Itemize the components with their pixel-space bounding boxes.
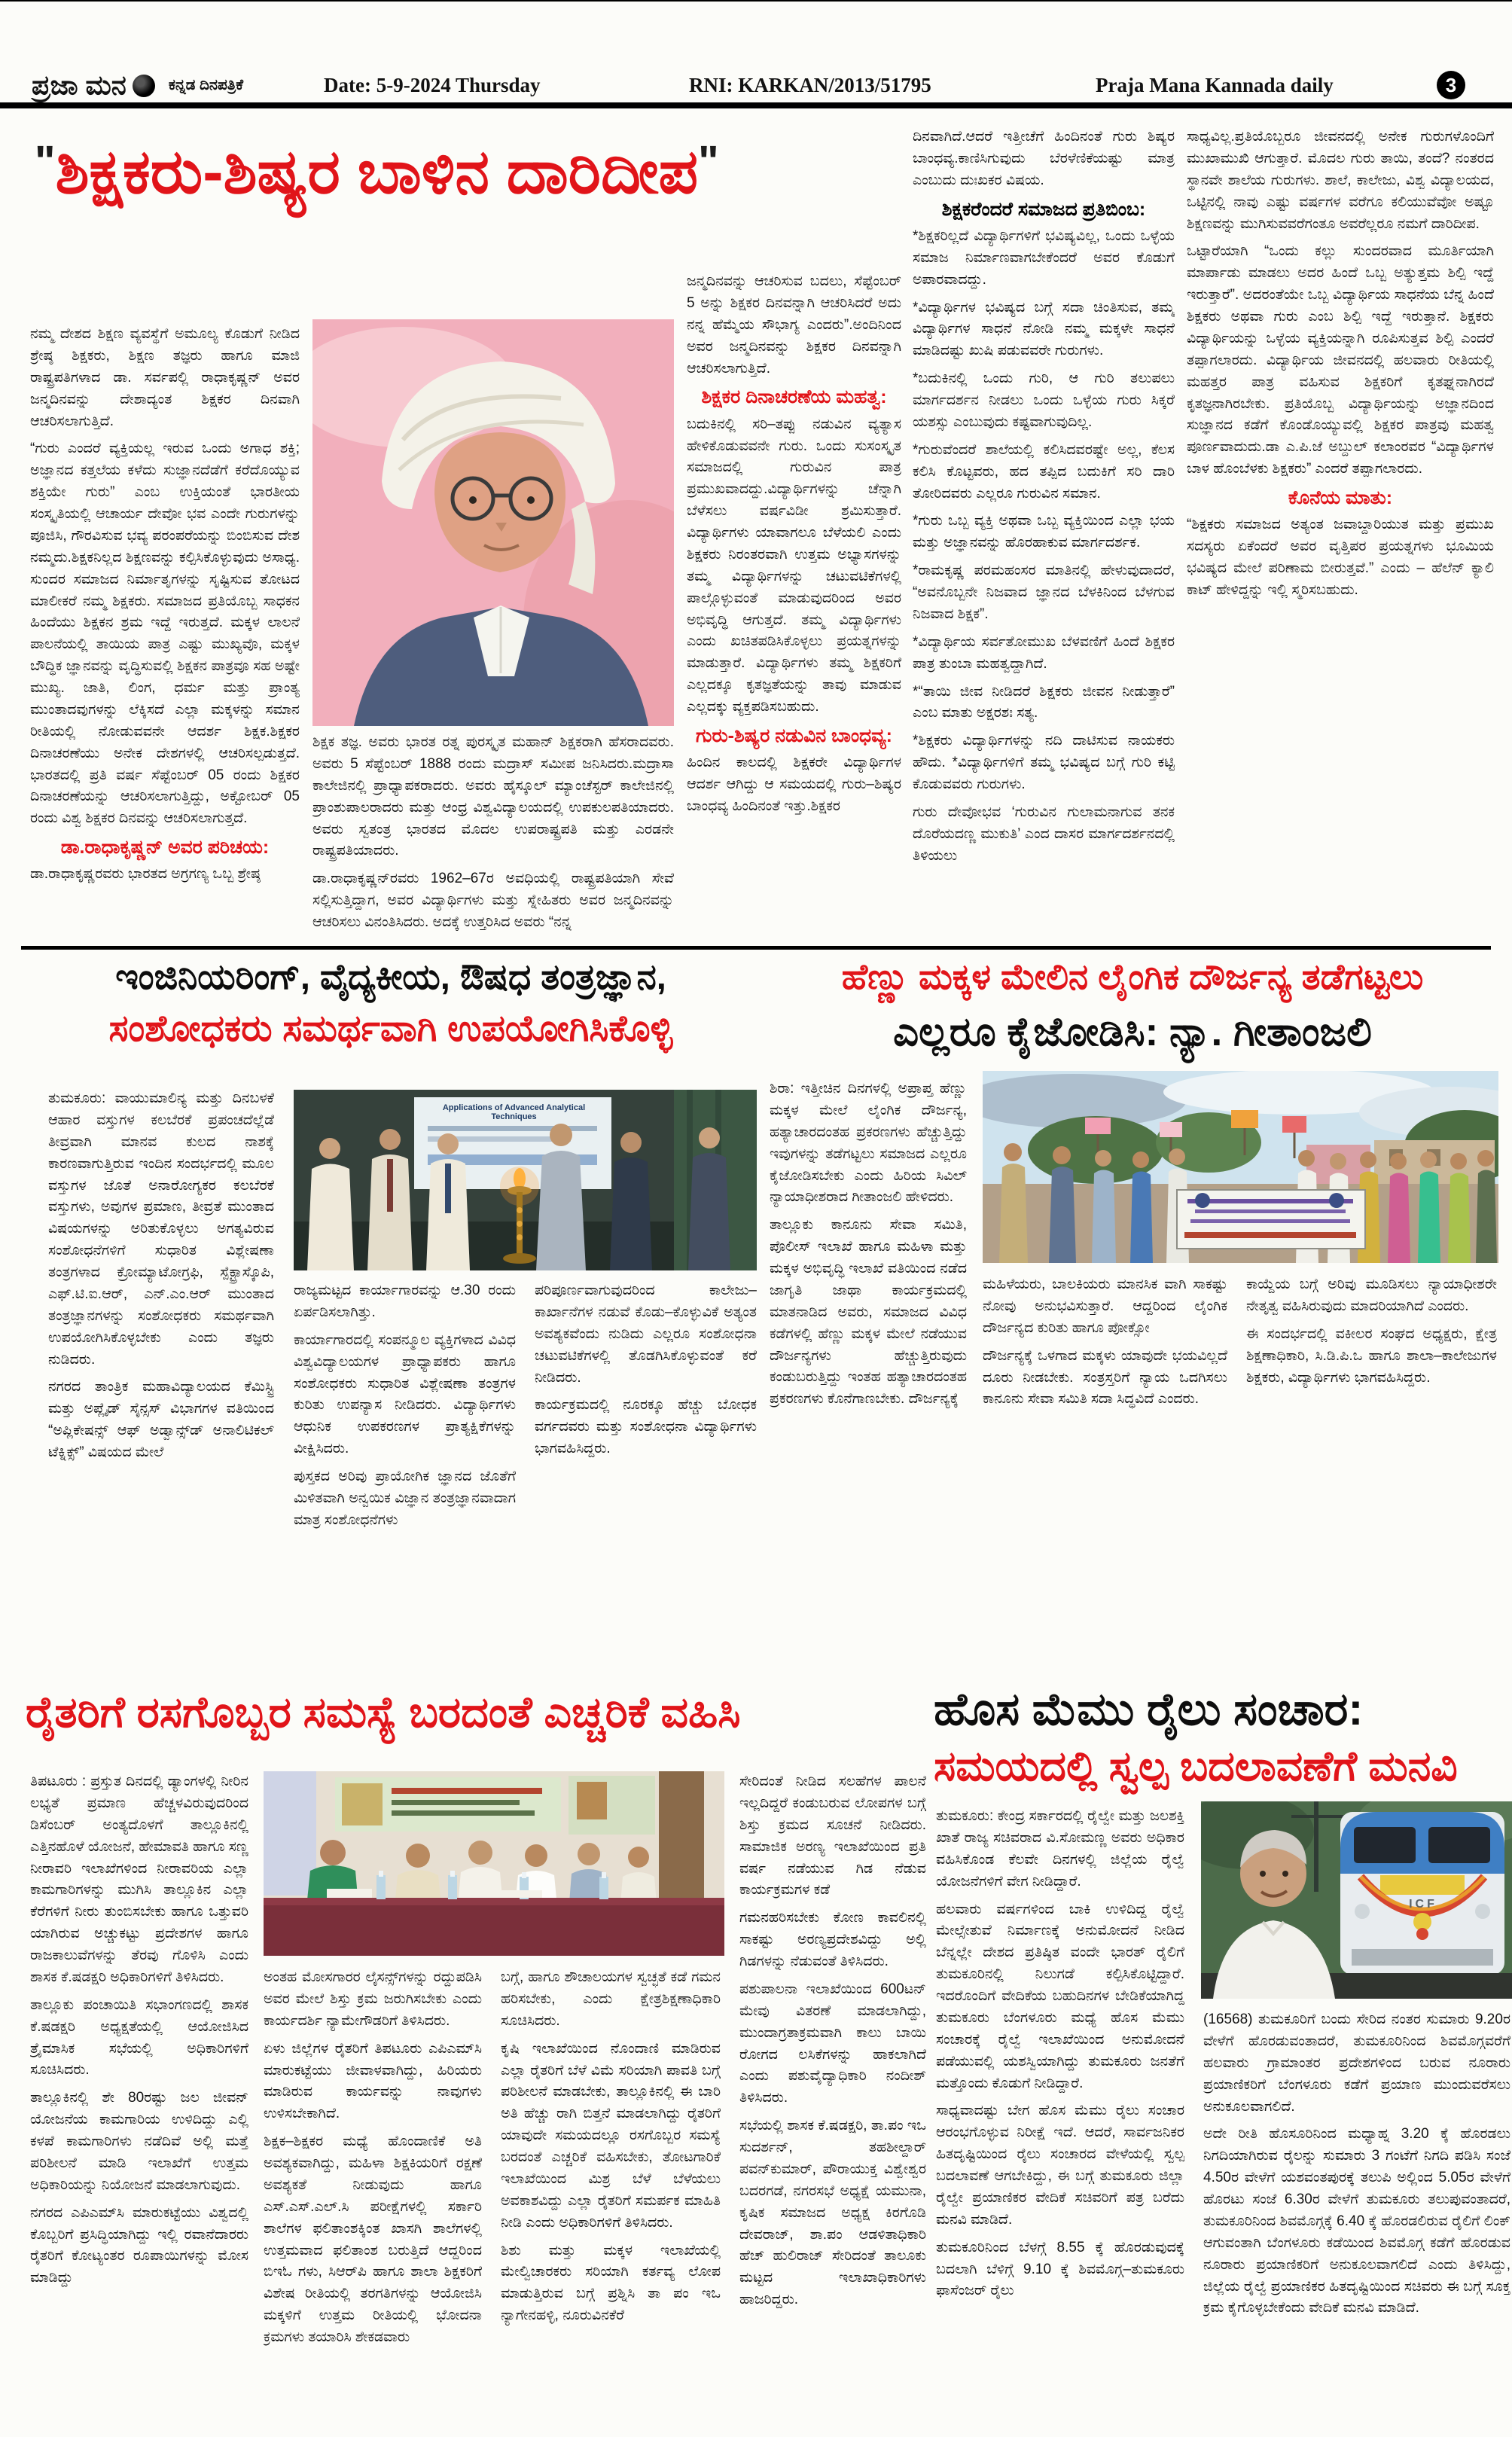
article-paragraph: *ಶಿಕ್ಷಕರಿಲ್ಲದೆ ವಿದ್ಯಾರ್ಥಿಗಳಿಗೆ ಭವಿಷ್ಯವಿಲ್ಲ, ಒಂದು ಒಳ್ಳೆಯ ಸಮಾಜ ನಿರ್ಮಾಣವಾಗಬೇಕೆಂದರೆ ಅವರ ಕೊಡುಗೆ ಅಪಾರವಾದದ್ದು.: [913, 227, 1175, 288]
article-paragraph: *ಗುರುವೆಂದರೆ ಶಾಲೆಯಲ್ಲಿ ಕಲಿಸಿದವರಷ್ಟೇ ಅಲ್ಲ, ಕೆಲಸ ಕಲಿಸಿ ಕೊಟ್ಟವರು, ಹದ ತಪ್ಪಿದ ಬದುಕಿಗೆ ಸರಿ ದಾರಿ ತೋರಿದವರು ಎಲ್ಲರೂ ಗುರುವಿನ ಸಮಾನ.: [913, 441, 1175, 502]
train-icf-label: ICF: [1409, 1898, 1437, 1911]
article-paragraph: ಸೇರಿದಂತೆ ನೀಡಿದ ಸಲಹೆಗಳ ಪಾಲನೆ ಇಲ್ಲದಿದ್ದರೆ ಕಂಡುಬರುವ ಲೋಪಗಳ ಬಗ್ಗೆ ಶಿಸ್ತು ಕ್ರಮದ ಸೂಚನೆ ನೀಡಿದರು. ಸಾಮಾಜಿಕ ಅರಣ್ಯ ಇಲಾಖೆಯಿಂದ ಪ್ರತಿ ವರ್ಷ ನಡೆಯುವ ಗಿಡ ನೆಡುವ ಕಾರ್ಯಕ್ರಮಗಳ ಕಡೆ: [739, 1774, 926, 1899]
article-paragraph: ರಾಜ್ಯಮಟ್ಟದ ಕಾರ್ಯಾಗಾರವನ್ನು ಆ.30 ರಂದು ಏರ್ಪಡಿಸಲಾಗಿತ್ತು.: [294, 1283, 516, 1320]
projection-screen-title: Applications of Advanced Analytical Techniques: [442, 1103, 586, 1121]
masthead-logo-text: ಪ್ರಜಾ ಮನ: [32, 69, 127, 100]
masthead-tagline: ಕನ್ನಡ ದಿನಪತ್ರಿಕೆ: [168, 77, 244, 93]
teachers-article-headline: [35, 139, 863, 205]
article-paragraph: “ಗುರು ಎಂದರೆ ವ್ಯಕ್ತಿಯಲ್ಲ ಇರುವ ಒಂದು ಅಗಾಧ ಶಕ್ತಿ; ಅಜ್ಞಾನದ ಕತ್ತಲೆಯ ಕಳೆದು ಸುಜ್ಞಾನದೆಡೆಗೆ ಕರೆದೊಯ್ಯುವ ಶಕ್ತಿಯೇ ಗುರು” ಎಂಬ ಉಕ್ತಿಯಂತೆ ಭಾರತೀಯ ಸಂಸ್ಕೃತಿಯಲ್ಲಿ ಆಚಾರ್ಯ ದೇವೋ ಭವ ಎಂದೇ ಗುರುಗಳನ್ನು ಪೂಜಿಸಿ, ಗೌರವಿಸುವ ಭವ್ಯ ಪರಂಪರೆಯನ್ನು ಬಿಂಬಿಸುವ ದೇಶ ನಮ್ಮದು.ಶಿಕ್ಷಕನಿಲ್ಲದ ಶಿಕ್ಷಣವನ್ನು ಕಲ್ಪಿಸಿಕೊಳ್ಳುವುದು ಅಸಾಧ್ಯ. ಸುಂದರ ಸಮಾಜದ ನಿರ್ಮಾತೃಗಳನ್ನು ಸೃಷ್ಟಿಸುವ ತೋಟದ ಮಾಲೀಕರೆ ನಮ್ಮ ಶಿಕ್ಷಕರು. ಸಮಾಜದ ಪ್ರತಿಯೊಬ್ಬ ಸಾಧಕನ ಹಿಂದೆಯು ಶಿಕ್ಷಕನ ಶ್ರಮ ಇದ್ದೆ ಇರುತ್ತದೆ. ಮಕ್ಕಳ ಲಾಲನೆ ಪಾಲನೆಯಲ್ಲಿ ತಾಯಿಯ ಪಾತ್ರ ಎಷ್ಟು ಮುಖ್ಯವೊ, ಮಕ್ಕಳ ಬೌದ್ಧಿಕ ಜ್ಞಾನವನ್ನು ವೃದ್ಧಿಸುವಲ್ಲಿ ಶಿಕ್ಷಕನ ಪಾತ್ರವೂ ಸಹ ಅಷ್ಟೇ ಮುಖ್ಯ. ಜಾತಿ, ಲಿಂಗ, ಧರ್ಮ ಮತ್ತು ಪ್ರಾಂತ್ಯ ಮುಂತಾದವುಗಳನ್ನು ಲೆಕ್ಕಿಸದೆ ಎಲ್ಲಾ ಮಕ್ಕಳನ್ನು ಸಮಾನ ರೀತಿಯಲ್ಲಿ ನೋಡುವವನೇ ಆದರ್ಶ ಶಿಕ್ಷಕ.ಶಿಕ್ಷಕರ ದಿನಾಚರಣೆಯು ಅನೇಕ ದೇಶಗಳಲ್ಲಿ ಆಚರಿಸಲ್ಪಡುತ್ತದೆ. ಭಾರತದಲ್ಲಿ ಪ್ರತಿ ವರ್ಷ ಸೆಪ್ಟೆಂಬರ್ 05 ರಂದು ಶಿಕ್ಷಕರ ದಿನಾಚರಣೆಯನ್ನು ಆಚರಿಸಲಾಗುತ್ತಿದ್ದು, ಅಕ್ಟೋಬರ್ 05 ರಂದು ವಿಶ್ವ ಶಿಕ್ಷಕರ ದಿನವನ್ನು ಆಚರಿಸಲಾಗುತ್ತದೆ.: [30, 441, 300, 827]
article-paragraph: ತಾಲ್ಲೂಕಿನಲ್ಲಿ ಶೇ 80ರಷ್ಟು ಜಲ ಜೀವನ್ ಯೋಜನೆಯ ಕಾಮಗಾರಿಯ ಉಳಿದಿದ್ದು ಎಲ್ಲಿ ಕಳಪೆ ಕಾಮಗಾರಿಗಳು ನಡೆದಿವೆ ಅಲ್ಲಿ ಮತ್ತೆ ಪರಿಶೀಲನೆ ಮಾಡಿ ಇಲಾಖೆಗೆ ಉತ್ತಮ ಅಧಿಕಾರಿಯನ್ನು ನಿಯೋಜನೆ ಮಾಡಲಾಗುವುದು.: [30, 2090, 248, 2193]
article-paragraph: ತಾಲ್ಲೂಕು ಪಂಚಾಯಿತಿ ಸಭಾಂಗಣದಲ್ಲಿ ಶಾಸಕ ಕೆ.ಷಡಕ್ಷರಿ ಅಧ್ಯಕ್ಷತೆಯಲ್ಲಿ ಆಯೋಜಿಸಿದ ತ್ರೈಮಾಸಿಕ ಸಭೆಯಲ್ಲಿ ಅಧಿಕಾರಿಗಳಿಗೆ ಸೂಚಿಸಿದರು.: [30, 1996, 248, 2079]
article-paragraph: ದಿನವಾಗಿದೆ.ಆದರೆ ಇತ್ತೀಚೆಗೆ ಹಿಂದಿನಂತೆ ಗುರು ಶಿಷ್ಯರ ಬಾಂಧವ್ಯ.ಕಾಣಿಸಿಗುವುದು ಬೆರಳೆಣಿಕೆಯಷ್ಟು ಮಾತ್ರ ಎಂಬುದು ದುಃಖಕರ ವಿಷಯ.: [913, 129, 1175, 188]
article-paragraph: ಕಾರ್ಯಾಗಾರದಲ್ಲಿ ಸಂಪನ್ಮೂಲ ವ್ಯಕ್ತಿಗಳಾದ ವಿವಿಧ ವಿಶ್ವವಿದ್ಯಾಲಯಗಳ ಪ್ರಾಧ್ಯಾಪಕರು ಹಾಗೂ ಸಂಶೋಧಕರು ಸುಧಾರಿತ ವಿಶ್ಲೇಷಣಾ ತಂತ್ರಗಳ ಕುರಿತು ಉಪನ್ಯಾಸ ನೀಡಿದರು. ವಿದ್ಯಾರ್ಥಿಗಳು ಆಧುನಿಕ ಉಪಕರಣಗಳ ಪ್ರಾತ್ಯಕ್ಷಿಕೆಗಳನ್ನು ವೀಕ್ಷಿಸಿದರು.: [294, 1331, 516, 1457]
workshop-headline-red: ಸಂಶೋಧಕರು ಸಮರ್ಥವಾಗಿ ಉಪಯೋಗಿಸಿಕೊಳ್ಳಿ: [108, 1008, 673, 1049]
justice-headline-black: ಎಲ್ಲರೂ ಕೈಜೋಡಿಸಿ: ನ್ಯಾ. ಗೀತಾಂಜಲಿ: [893, 1010, 1372, 1054]
article-paragraph: ಬಗ್ಗೆ, ಹಾಗೂ ಶೌಚಾಲಯಗಳ ಸ್ವಚ್ಛತೆ ಕಡೆ ಗಮನ ಹರಿಸಬೇಕು, ಎಂದು ಕ್ಷೇತ್ರಶಿಕ್ಷಣಾಧಿಕಾರಿ ಸೂಚಿಸಿದರು.: [501, 1969, 721, 2029]
teachers-column-4: [913, 127, 1175, 941]
train-headline-black: ಹೊಸ ಮೆಮು ರೈಲು ಸಂಚಾರ:: [934, 1684, 1364, 1734]
justice-column-2: [983, 1274, 1227, 1681]
article-paragraph: ಜನ್ಮದಿನವನ್ನು ಆಚರಿಸುವ ಬದಲು, ಸೆಪ್ಟೆಂಬರ್ 5 ಅನ್ನು ಶಿಕ್ಷಕರ ದಿನವನ್ನಾಗಿ ಆಚರಿಸಿದರೆ ಅದು ನನ್ನ ಹೆಮ್ಮೆಯ ಸೌಭಾಗ್ಯ ಎಂದರು”.ಅಂದಿನಿಂದ ಅವರ ಜನ್ಮದಿನವನ್ನು ಶಿಕ್ಷಕರ ದಿನವನ್ನಾಗಿ ಆಚರಿಸಲಾಗುತ್ತಿದೆ.: [687, 273, 901, 377]
article-paragraph: ಶಿಕ್ಷಕ–ಶಿಕ್ಷಕರ ಮಧ್ಯೆ ಹೊಂದಾಣಿಕೆ ಅತಿ ಅವಶ್ಯಕವಾಗಿದ್ದು, ಮಹಿಳಾ ಶಿಕ್ಷಕಿಯರಿಗೆ ರಕ್ಷಣೆ ಅವಶ್ಯಕತೆ ನೀಡುವುದು ಹಾಗೂ ಎಸ್.ಎಸ್.ಎಲ್.ಸಿ ಪರೀಕ್ಷೆಗಳಲ್ಲಿ ಸರ್ಕಾರಿ ಶಾಲೆಗಳ ಫಲಿತಾಂಶಕ್ಕಿಂತ ಖಾಸಗಿ ಶಾಲೆಗಳಲ್ಲಿ ಉತ್ತಮವಾದ ಫಲಿತಾಂಶ ಬರುತ್ತಿದೆ ಆದ್ದರಿಂದ ಬಿಇಓ ಗಳು, ಸಿಆರ್‌ಪಿ ಹಾಗೂ ಶಾಲಾ ಶಿಕ್ಷಕರಿಗೆ ವಿಶೇಷ ರೀತಿಯಲ್ಲಿ ತರಗತಿಗಳನ್ನು ಆಯೋಜಿಸಿ ಮಕ್ಕಳಿಗೆ ಉತ್ತಮ ರೀತಿಯಲ್ಲಿ ಭೋದನಾ ಕ್ರಮಗಳು ತಯಾರಿಸಿ ಶೇಕಡವಾರು: [264, 2134, 482, 2345]
headline-open-quote: ": [35, 137, 56, 186]
article-paragraph: ಡಾ.ರಾಧಾಕೃಷ್ಣನ್ ಅವರ ಪರಿಚಯ:: [60, 837, 270, 859]
article-paragraph: ಗಮನಹರಿಸಬೇಕು ಕೋಣ ಕಾವಲಿನಲ್ಲಿ ಸಾಕಷ್ಟು ಅರಣ್ಯಪ್ರದೇಶವಿದ್ದು ಅಲ್ಲಿ ಗಿಡಗಳನ್ನು ನೆಡುವಂತೆ ತಿಳಿಸಿದರು.: [739, 1910, 926, 1969]
article-paragraph: ಶಿಕ್ಷಕರ ದಿನಾಚರಣೆಯ ಮಹತ್ವ:: [701, 386, 887, 408]
article-paragraph: ಕಾರ್ಯಕ್ರಮದಲ್ಲಿ ನೂರಕ್ಕೂ ಹೆಚ್ಚು ಬೋಧಕ ವರ್ಗದವರು ಮತ್ತು ಸಂಶೋಧನಾ ವಿದ್ಯಾರ್ಥಿಗಳು ಭಾಗವಹಿಸಿದ್ದರು.: [535, 1397, 757, 1457]
teachers-column-1: [30, 324, 300, 941]
train-column-2: [1203, 2009, 1510, 2395]
article-paragraph: ಪರಿಪೂರ್ಣವಾಗುವುದರಿಂದ ಕಾಲೇಜು–ಕಾರ್ಖಾನೆಗಳ ನಡುವೆ ಕೊಡು–ಕೊಳ್ಳುವಿಕೆ ಅತ್ಯಂತ ಅವಶ್ಯಕವೆಂದು ನುಡಿದು ಎಲ್ಲರೂ ಸಂಶೋಧನಾ ಚಟುವಟಿಕೆಗಳಲ್ಲಿ ತೊಡಗಿಸಿಕೊಳ್ಳುವಂತೆ ಕರೆ ನೀಡಿದರು.: [535, 1283, 757, 1386]
justice-column-3: [1246, 1274, 1497, 1681]
fertilizer-column-1: [30, 1771, 248, 2395]
article-paragraph: ನಗರದ ತಾಂತ್ರಿಕ ಮಹಾವಿದ್ಯಾಲಯದ ಕೆಮಿಸ್ಟ್ರಿ ಮತ್ತು ಅಪ್ಲೈಡ್ ಸೈನ್ಸಸ್ ವಿಭಾಗಗಳ ವತಿಯಿಂದ “ಅಪ್ಲಿಕೇಷನ್ಸ್ ಆಫ್ ಅಡ್ವಾನ್ಸ್‌ಡ್ ಅನಾಲಿಟಿಕಲ್ ಟೆಕ್ನಿಕ್ಸ್” ವಿಷಯದ ಮೇಲೆ: [48, 1379, 274, 1460]
article-paragraph: ಶಿಕ್ಷಕ ತಜ್ಞ. ಅವರು ಭಾರತ ರತ್ನ ಪುರಸ್ಕೃತ ಮಹಾನ್ ಶಿಕ್ಷಕರಾಗಿ ಹೆಸರಾದವರು. ಅವರು 5 ಸೆಪ್ಟೆಂಬರ್ 1888 ರಂದು ಮದ್ರಾಸ್ ಸಮೀಪ ಜನಿಸಿದರು.ಮದ್ರಾಸಾ ಕಾಲೇಜಿನಲ್ಲಿ ಪ್ರಾಧ್ಯಾಪಕರಾದರು. ಅವರು ಹೈಸ್ಕೂಲ್ ಮ್ಯಾಂಚೆಸ್ಟರ್ ಕಾಲೇಜಿನಲ್ಲಿ ಪ್ರಾಂಶುಪಾಲರಾದರು ಮತ್ತು ಆಂಧ್ರ ವಿಶ್ವವಿದ್ಯಾಲಯದಲ್ಲಿ ಉಪಕುಲಪತಿಯಾದರು. ಅವರು ಸ್ವತಂತ್ರ ಭಾರತದ ಮೊದಲ ಉಪರಾಷ್ಟ್ರಪತಿ ಮತ್ತು ಎರಡನೇ ರಾಷ್ಟ್ರಪತಿಯಾದರು.: [312, 734, 674, 859]
article-paragraph: ಪುಸ್ತಕದ ಅರಿವು ಪ್ರಾಯೋಗಿಕ ಜ್ಞಾನದ ಜೊತೆಗೆ ಮಿಳಿತವಾಗಿ ಅನ್ವಯಿಕ ವಿಜ್ಞಾನ ತಂತ್ರಜ್ಞಾನವಾದಾಗ ಮಾತ್ರ ಸಂಶೋಧನೆಗಳು: [294, 1469, 516, 1528]
article-paragraph: ಸಭೆಯಲ್ಲಿ ಶಾಸಕ ಕೆ.ಷಡಕ್ಷರಿ, ತಾ.ಪಂ ಇಒ ಸುದರ್ಶನ್, ತಹಶೀಲ್ದಾರ್ ಪವನ್‌ಕುಮಾರ್, ಪೌರಾಯುಕ್ತ ವಿಶ್ವೇಶ್ವರ ಬದರಗಡೆ, ನಗರಸಭೆ ಅಧ್ಯಕ್ಷೆ ಯಮುನಾ, ಕೃಷಿಕ ಸಮಾಜದ ಅಧ್ಯಕ್ಷ ಕಿರಗೊಡಿ ದೇವರಾಜ್, ಶಾ.ಪಂ ಆಡಳಿತಾಧಿಕಾರಿ ಹೆಚ್ ಹುಲಿರಾಜ್ ಸೇರಿದಂತೆ ತಾಲೂಕು ಮಟ್ಟದ ಇಲಾಖಾಧಿಕಾರಿಗಳು ಹಾಜರಿದ್ದರು.: [739, 2118, 926, 2308]
workshop-column-3: [535, 1280, 757, 1679]
headline-text: ಶಿಕ್ಷಕರು-ಶಿಷ್ಯರ ಬಾಳಿನ ದಾರಿದೀಪ: [55, 138, 699, 206]
article-paragraph: ತುಮಕೂರು: ಕೇಂದ್ರ ಸರ್ಕಾರದಲ್ಲಿ ರೈಲ್ವೇ ಮತ್ತು ಜಲಶಕ್ತಿ ಖಾತೆ ರಾಜ್ಯ ಸಚಿವರಾದ ವಿ.ಸೋಮಣ್ಣ ಅವರು ಅಧಿಕಾರ ವಹಿಸಿಕೊಂಡ ಕೆಲವೇ ದಿನಗಳಲ್ಲಿ ಜಿಲ್ಲೆಯ ರೈಲ್ವೆ ಯೋಜನೆಗಳಿಗೆ ವೇಗ ನೀಡಿದ್ದಾರೆ.: [936, 1808, 1184, 1890]
top-hairline: [0, 0, 1512, 2]
article-paragraph: “ಶಿಕ್ಷಕರು ಸಮಾಜದ ಅತ್ಯಂತ ಜವಾಬ್ದಾರಿಯುತ ಮತ್ತು ಪ್ರಮುಖ ಸದಸ್ಯರು ಏಕೆಂದರೆ ಅವರ ವೃತ್ತಿಪರ ಪ್ರಯತ್ನಗಳು ಭೂಮಿಯ ಭವಿಷ್ಯದ ಮೇಲೆ ಪರಿಣಾಮ ಬೀರುತ್ತವೆ.” ಎಂದು – ಹೆಲೆನ್ ಕ್ಯಾಲಿ ಕಾಟ್ ಹೇಳಿದ್ದನ್ನು ಇಲ್ಲಿ ಸ್ಮರಿಸಬಹುದು.: [1187, 517, 1494, 598]
page-number-badge: 3: [1437, 71, 1465, 99]
taluk-meeting-photo: [264, 1771, 724, 1956]
awareness-rally-photo: [983, 1071, 1498, 1263]
article-paragraph: ಪಶುಪಾಲನಾ ಇಲಾಖೆಯಿಂದ 600ಟನ್ ಮೇವು ವಿತರಣೆ ಮಾಡಲಾಗಿದ್ದು, ಮುಂದಾಗ್ರತಾಕ್ರಮವಾಗಿ ಕಾಲು ಬಾಯಿ ರೋಗದ ಲಸಿಕೆಗಳನ್ನು ಹಾಕಲಾಗಿದೆ ಎಂದು ಪಶುವೈದ್ಯಾಧಿಕಾರಿ ನಂದೀಶ್ ತಿಳಿಸಿದರು.: [739, 1981, 926, 2106]
fertilizer-column-3: [501, 1967, 721, 2395]
article-paragraph: ಈ ಸಂದರ್ಭದಲ್ಲಿ ವಕೀಲರ ಸಂಘದ ಅಧ್ಯಕ್ಷರು, ಕ್ಷೇತ್ರ ಶಿಕ್ಷಣಾಧಿಕಾರಿ, ಸಿ.ಡಿ.ಪಿ.ಒ ಹಾಗೂ ಶಾಲಾ–ಕಾಲೇಜುಗಳ ಶಿಕ್ಷಕರು, ವಿದ್ಯಾರ್ಥಿಗಳು ಭಾಗವಹಿಸಿದ್ದರು.: [1246, 1325, 1497, 1386]
article-paragraph: *ವಿದ್ಯಾರ್ಥಿಯ ಸರ್ವತೋಮುಖ ಬೆಳವಣಿಗೆ ಹಿಂದೆ ಶಿಕ್ಷಕರ ಪಾತ್ರ ತುಂಬಾ ಮಹತ್ವದ್ದಾಗಿದೆ.: [913, 633, 1175, 672]
teachers-column-5: [1187, 127, 1494, 941]
article-paragraph: ಬದುಕಿನಲ್ಲಿ ಸರಿ–ತಪ್ಪು ನಡುವಿನ ವ್ಯತ್ಯಾಸ ಹೇಳಿಕೊಡುವವನೇ ಗುರು. ಒಂದು ಸುಸಂಸ್ಕೃತ ಸಮಾಜದಲ್ಲಿ ಗುರುವಿನ ಪಾತ್ರ ಪ್ರಮುಖವಾದದ್ದು.ವಿದ್ಯಾರ್ಥಿಗಳನ್ನು ಚೆನ್ನಾಗಿ ಬೆಳೆಸಲು ವರ್ಷವಿಡೀ ಶ್ರಮಿಸುತ್ತಾರೆ. ವಿದ್ಯಾರ್ಥಿಗಳು ಯಾವಾಗಲೂ ಬೆಳೆಯಲಿ ಎಂದು ಶಿಕ್ಷಕರು ನಿರಂತರವಾಗಿ ಉತ್ತಮ ಅಭ್ಯಾಸಗಳನ್ನು ತಮ್ಮ ವಿದ್ಯಾರ್ಥಿಗಳನ್ನು ಚಟುವಟಿಕೆಗಳಲ್ಲಿ ಪಾಲ್ಗೊಳ್ಳುವಂತೆ ಮಾಡುವುದರಿಂದ ಅವರ ಅಭಿವೃದ್ಧಿ ಆಗುತ್ತದೆ. ತಮ್ಮ ವಿದ್ಯಾರ್ಥಿಗಳು ಎಂದು ಖಚಿತಪಡಿಸಿಕೊಳ್ಳಲು ಪ್ರಯತ್ನಗಳನ್ನು ಮಾಡುತ್ತಾರೆ. ವಿದ್ಯಾರ್ಥಿಗಳು ತಮ್ಮ ಶಿಕ್ಷಕರಿಗೆ ಎಲ್ಲದಕ್ಕೂ ಕೃತಜ್ಞತೆಯನ್ನು ತಾವು ಮಾಡುವ ಎಲ್ಲದಕ್ಕು ವ್ಯಕ್ತಪಡಿಸಬಹುದು.: [687, 416, 901, 715]
memu-train-photo: [1201, 1801, 1512, 1999]
article-paragraph: ಹಿಂದಿನ ಕಾಲದಲ್ಲಿ ಶಿಕ್ಷಕರೇ ವಿದ್ಯಾರ್ಥಿಗಳ ಆದರ್ಶ ಆಗಿದ್ದು ಆ ಸಮಯದಲ್ಲಿ ಗುರು–ಶಿಷ್ಯರ ಬಾಂಧವ್ಯ ಹಿಂದಿನಂತೆ ಇತ್ತು.ಶಿಕ್ಷಕರ: [687, 755, 901, 814]
article-paragraph: *“ತಾಯಿ ಜೀವ ನೀಡಿದರೆ ಶಿಕ್ಷಕರು ಜೀವನ ನೀಡುತ್ತಾರೆ” ಎಂಬ ಮಾತು ಅಕ್ಷರಶಃ ಸತ್ಯ.: [913, 683, 1175, 721]
article-paragraph: ಸಾಧ್ಯವಾದಷ್ಟು ಬೇಗ ಹೊಸ ಮೆಮು ರೈಲು ಸಂಚಾರ ಆರಂಭಗೊಳ್ಳುವ ನಿರೀಕ್ಷೆ ಇದೆ. ಆದರೆ, ಸಾರ್ವಜನಿಕರ ಹಿತದೃಷ್ಟಿಯಿಂದ ರೈಲು ಸಂಚಾರದ ವೇಳೆಯಲ್ಲಿ ಸ್ವಲ್ಪ ಬದಲಾವಣೆ ಆಗಬೇಕಿದ್ದು, ಈ ಬಗ್ಗೆ ತುಮಕೂರು ಜಿಲ್ಲಾ ರೈಲ್ವೇ ಪ್ರಯಾಣಿಕರ ವೇದಿಕೆ ಸಚಿವರಿಗೆ ಪತ್ರ ಬರೆದು ಮನವಿ ಮಾಡಿದೆ.: [936, 2103, 1184, 2228]
masthead-date: Date: 5-9-2024 Thursday: [324, 74, 541, 96]
article-paragraph: ತುಮಕೂರು: ವಾಯುಮಾಲಿನ್ಯ ಮತ್ತು ದಿನಬಳಕೆ ಆಹಾರ ವಸ್ತುಗಳ ಕಲಬೆರಕೆ ಪ್ರಪಂಚದೆಲ್ಲೆಡೆ ತೀವ್ರವಾಗಿ ಮಾನವ ಕುಲದ ನಾಶಕ್ಕೆ ಕಾರಣವಾಗುತ್ತಿರುವ ಇಂದಿನ ಸಂದರ್ಭದಲ್ಲಿ ಮೂಲ ವಸ್ತುಗಳ ಜೊತೆ ಅನಾರೋಗ್ಯಕರ ಕಲಬೆರಕೆ ವಸ್ತುಗಳು, ಅವುಗಳ ಪ್ರಮಾಣ, ತೀವ್ರತೆ ಮುಂತಾದ ವಿಷಯಗಳನ್ನು ಅರಿತುಕೊಳ್ಳಲು ಅಗತ್ಯವಿರುವ ಸಂಶೋಧನೆಗಳಿಗೆ ಸುಧಾರಿತ ವಿಶ್ಲೇಷಣಾ ತಂತ್ರಗಳಾದ ಕ್ರೋಮ್ಯಾಟೋಗ್ರಫಿ, ಸ್ಪೆಕ್ಟ್ರಾಸ್ಕೊಪಿ, ಎಫ್.ಟಿ.ಐ.ಆರ್, ಎನ್.ಎಂ.ಆರ್ ಮುಂತಾದ ತಂತ್ರಜ್ಞಾನಗಳನ್ನು ಸಂಶೋಧಕರು ಸಮರ್ಥವಾಗಿ ಉಪಯೋಗಿಸಿಕೊಳ್ಳಬೇಕು ಎಂದು ತಜ್ಞರು ನುಡಿದರು.: [48, 1090, 274, 1368]
article-paragraph: ನಗರದ ಎಪಿಎಮ್‌ಸಿ ಮಾರುಕಟ್ಟೆಯು ವಿಶ್ವದಲ್ಲಿ ಕೊಬ್ಬರಿಗೆ ಪ್ರಸಿದ್ಧಿಯಾಗಿದ್ದು ಇಲ್ಲಿ ರವಾನೆದಾರರು ರೈತರಿಗೆ ಕೋಟ್ಯಂತರ ರೂಪಾಯಿಗಳನ್ನು ಮೋಸ ಮಾಡಿದ್ದು: [30, 2204, 248, 2286]
workshop-lamp-lighting-photo: [294, 1090, 757, 1270]
article-paragraph: ಗುರು-ಶಿಷ್ಯರ ನಡುವಿನ ಬಾಂಧವ್ಯ:: [696, 724, 892, 746]
teachers-column-2: [312, 732, 674, 941]
train-headline-red: ಸಮಯದಲ್ಲಿ ಸ್ವಲ್ಪ ಬದಲಾವಣೆಗೆ ಮನವಿ: [934, 1743, 1458, 1789]
article-paragraph: ಕೊನೆಯ ಮಾತು:: [1288, 487, 1393, 508]
article-paragraph: (16568) ತುಮಕೂರಿಗೆ ಬಂದು ಸೇರಿದ ನಂತರ ಸುಮಾರು 9.20ರ ವೇಳೆಗೆ ಹೊರಡುವಂತಾದರೆ, ತುಮಕೂರಿನಿಂದ ಶಿವಮೊಗ್ಗವರೆಗೆ ಹಲವಾರು ಗ್ರಾಮಾಂತರ ಪ್ರದೇಶಗಳಿಂದ ಬರುವ ನೂರಾರು ಪ್ರಯಾಣಿಕರಿಗೆ ಬೆಂಗಳೂರು ಕಡೆಗೆ ಪ್ರಯಾಣ ಮುಂದುವರೆಸಲು ಅನುಕೂಲವಾಗಲಿದೆ.: [1203, 2012, 1510, 2115]
article-paragraph: ಕೃಷಿ ಇಲಾಖೆಯಿಂದ ನೊಂದಾಣಿ ಮಾಡಿರುವ ಎಲ್ಲಾ ರೈತರಿಗೆ ಬೆಳೆ ವಿಮೆ ಸರಿಯಾಗಿ ಪಾವತಿ ಬಗ್ಗೆ ಪರಿಶೀಲನೆ ಮಾಡಬೇಕು, ತಾಲ್ಲೂಕಿನಲ್ಲಿ ಈ ಬಾರಿ ಅತಿ ಹೆಚ್ಚು ರಾಗಿ ಬಿತ್ತನೆ ಮಾಡಲಾಗಿದ್ದು ರೈತರಿಗೆ ಯಾವುದೇ ಸಮಯದಲ್ಲೂ ರಸಗೊಬ್ಬರ ಸಮಸ್ಯೆ ಬರದಂತೆ ಎಚ್ಚರಿಕೆ ವಹಿಸಬೇಕು, ತೋಟಗಾರಿಕೆ ಇಲಾಖೆಯಿಂದ ಮಿಶ್ರ ಬೆಳೆ ಬೆಳೆಯಲು ಅವಕಾಶವಿದ್ದು ಎಲ್ಲಾ ರೈತರಿಗೆ ಸಮರ್ಪಕ ಮಾಹಿತಿ ನೀಡಿ ಎಂದು ಅಧಿಕಾರಿಗಳಿಗೆ ತಿಳಿಸಿದರು.: [501, 2040, 721, 2231]
article-paragraph: *ಗುರು ಒಬ್ಬ ವ್ಯಕ್ತಿ ಅಥವಾ ಒಬ್ಬ ವ್ಯಕ್ತಿಯಿಂದ ಎಲ್ಲಾ ಭಯ ಮತ್ತು ಅಜ್ಞಾನವನ್ನು ಹೊರಹಾಕುವ ಮಾರ್ಗದರ್ಶಕ.: [913, 513, 1175, 551]
article-paragraph: ಡಾ.ರಾಧಾಕೃಷ್ಣನ್‌ರವರು 1962–67ರ ಅವಧಿಯಲ್ಲಿ ರಾಷ್ಟ್ರಪತಿಯಾಗಿ ಸೇವೆ ಸಲ್ಲಿಸುತ್ತಿದ್ದಾಗ, ಅವರ ವಿದ್ಯಾರ್ಥಿಗಳು ಮತ್ತು ಸ್ನೇಹಿತರು ಅವರ ಜನ್ಮದಿನವನ್ನು ಆಚರಿಸಲು ವಿನಂತಿಸಿದರು. ಅದಕ್ಕೆ ಉತ್ತರಿಸಿದ ಅವರು “ನನ್ನ: [312, 871, 674, 930]
article-paragraph: ಗುರು ದೇವೋಭವ ‘ಗುರುವಿನ ಗುಲಾಮನಾಗುವ ತನಕ ದೊರೆಯದಣ್ಣ ಮುಕುತಿ’ ಎಂದ ದಾಸರ ಮಾರ್ಗದರ್ಶನದಲ್ಲಿ ತಿಳಿಯಲು: [913, 804, 1175, 864]
article-paragraph: ಕಾಯ್ದೆಯ ಬಗ್ಗೆ ಅರಿವು ಮೂಡಿಸಲು ನ್ಯಾಯಾಧೀಶರೇ ನೇತೃತ್ವ ವಹಿಸಿರುವುದು ಮಾದರಿಯಾಗಿದೆ ಎಂದರು.: [1246, 1276, 1497, 1314]
fertilizer-column-2: [264, 1967, 482, 2395]
article-paragraph: ತಿಪಟೂರು : ಪ್ರಸ್ತುತ ದಿನದಲ್ಲಿ ಡ್ಯಾಂಗಳಲ್ಲಿ ನೀರಿನ ಲಭ್ಯತೆ ಪ್ರಮಾಣ ಹೆಚ್ಚಳವಿರುವುದರಿಂದ ಡಿಸೆಂಬರ್ ಅಂತ್ಯದೊಳಗೆ ತಾಲ್ಲೂಕಿನಲ್ಲಿ ಎತ್ತಿನಹೊಳೆ ಯೋಜನೆ, ಹೇಮಾವತಿ ಹಾಗೂ ಸಣ್ಣ ನೀರಾವರಿ ಇಲಾಖೆಗಳಿಂದ ನೀರಾವರಿಯ ಎಲ್ಲಾ ಕಾಮಗಾರಿಗಳನ್ನು ಮುಗಿಸಿ ತಾಲ್ಲೂಕಿನ ಎಲ್ಲಾ ಕೆರೆಗಳಿಗೆ ನೀರು ತುಂಬಿಸಬೇಕು ಹಾಗೂ ಒತ್ತುವರಿ ಯಾಗಿರುವ ಅಚ್ಚುಕಟ್ಟು ಪ್ರದೇಶಗಳ ಹಾಗೂ ರಾಜಕಾಲುವೆಗಳನ್ನು ತೆರವು ಗೊಳಿಸಿ ಎಂದು ಶಾಸಕ ಕೆ.ಷಡಕ್ಷರಿ ಅಧಿಕಾರಿಗಳಿಗೆ ತಿಳಿಸಿದರು.: [30, 1774, 248, 1985]
fertilizer-column-4: [739, 1771, 926, 2395]
article-paragraph: *ರಾಮಕೃಷ್ಣ ಪರಮಹಂಸರ ಮಾತಿನಲ್ಲಿ ಹೇಳುವುದಾದರೆ, “ಅವನೊಬ್ಬನೇ ನಿಜವಾದ ಜ್ಞಾನದ ಬೆಳಕಿನಿಂದ ಬೆಳಗುವ ನಿಜವಾದ ಶಿಕ್ಷಕ”.: [913, 563, 1175, 622]
article-paragraph: ಅದೇ ರೀತಿ ಹೊಸೂರಿನಿಂದ ಮಧ್ಯಾಹ್ನ 3.20 ಕ್ಕೆ ಹೊರಡಲು ನಿಗದಿಯಾಗಿರುವ ರೈಲನ್ನು ಸುಮಾರು 3 ಗಂಟೆಗೆ ನಿಗದಿ ಪಡಿಸಿ ಸಂಜೆ 4.50ರ ವೇಳೆಗೆ ಯಶವಂತಪುರಕ್ಕೆ ತಲುಪಿ ಅಲ್ಲಿಂದ 5.05ರ ವೇಳೆಗೆ ಹೊರಟು ಸಂಜೆ 6.30ರ ವೇಳೆಗೆ ತುಮಕೂರು ತಲುಪುವಂತಾದರೆ, ತುಮಕೂರಿನಿಂದ ಶಿವಮೊಗ್ಗಕ್ಕೆ 6.40 ಕ್ಕೆ ಹೊರಡಲಿರುವ ರೈಲಿಗೆ ಲಿಂಕ್ ಆಗುವಂತಾಗಿ ಬೆಂಗಳೂರು ಕಡೆಯಿಂದ ಶಿವಮೊಗ್ಗ ಕಡೆಗೆ ಹೊರಡುವ ನೂರಾರು ಪ್ರಯಾಣಿಕರಿಗೆ ಅನುಕೂಲವಾಗಲಿದೆ ಎಂದು ತಿಳಿಸಿದ್ದು, ಜಿಲ್ಲೆಯ ರೈಲ್ವೆ ಪ್ರಯಾಣಿಕರ ಹಿತದೃಷ್ಟಿಯಿಂದ ಸಚಿವರು ಈ ಬಗ್ಗೆ ಸೂಕ್ತ ಕ್ರಮ ಕೈಗೊಳ್ಳಬೇಕೆಂದು ವೇದಿಕೆ ಮನವಿ ಮಾಡಿದೆ.: [1203, 2126, 1510, 2317]
article-paragraph: ತುಮಕೂರಿನಿಂದ ಬೆಳಗ್ಗೆ 8.55 ಕ್ಕೆ ಹೊರಡುವುದಕ್ಕೆ ಬದಲಾಗಿ ಬೆಳಿಗ್ಗೆ 9.10 ಕ್ಕೆ ಶಿವಮೊಗ್ಗ–ತುಮಕೂರು ಫಾಸೆಂಜರ್ ರೈಲು: [936, 2239, 1184, 2299]
article-paragraph: ಮಹಿಳೆಯರು, ಬಾಲಕಿಯರು ಮಾನಸಿಕ ವಾಗಿ ಸಾಕಷ್ಟು ನೋವು ಅನುಭವಿಸುತ್ತಾರೆ. ಆದ್ದರಿಂದ ಲೈಂಗಿಕ ದೌರ್ಜನ್ಯದ ಕುರಿತು ಹಾಗೂ ಪೋಕ್ಸೋ: [983, 1276, 1227, 1336]
masthead-paper-name: Praja Mana Kannada daily: [1096, 74, 1334, 96]
teachers-column-3: [687, 271, 901, 941]
article-paragraph: ನಮ್ಮ ದೇಶದ ಶಿಕ್ಷಣ ವ್ಯವಸ್ಥೆಗೆ ಅಮೂಲ್ಯ ಕೊಡುಗೆ ನೀಡಿದ ಶ್ರೇಷ್ಠ ಶಿಕ್ಷಕರು, ಶಿಕ್ಷಣ ತಜ್ಞರು ಹಾಗೂ ಮಾಜಿ ರಾಷ್ಟ್ರಪತಿಗಳಾದ ಡಾ. ಸರ್ವಪಲ್ಲಿ ರಾಧಾಕೃಷ್ಣನ್ ಅವರ ಜನ್ಮದಿನವನ್ನು ದೇಶಾದ್ಯಂತ ಶಿಕ್ಷಕರ ದಿನವಾಗಿ ಆಚರಿಸಲಾಗುತ್ತಿದೆ.: [30, 326, 300, 429]
article-paragraph: ಸಾಧ್ಯವಿಲ್ಲ.ಪ್ರತಿಯೊಬ್ಬರೂ ಜೀವನದಲ್ಲಿ ಅನೇಕ ಗುರುಗಳೊಂದಿಗೆ ಮುಖಾಮುಖಿ ಆಗುತ್ತಾರೆ. ಮೊದಲ ಗುರು ತಾಯಿ, ತಂದೆ? ನಂತರದ ಸ್ಥಾನವೇ ಶಾಲೆಯ ಗುರುಗಳು. ಶಾಲೆ, ಕಾಲೇಜು, ವಿಶ್ವ ವಿದ್ಯಾಲಯದ, ಒಟ್ಟಿನಲ್ಲಿ ನಾವು ಎಷ್ಟು ವರ್ಷಗಳ ವರೆಗೂ ಕಲಿಯುವೆವೋ ಅಷ್ಟೂ ಶಿಕ್ಷಣವನ್ನು ಮುಗಿಸುವವರೆಗಂತೂ ಅವರೆಲ್ಲರೂ ನಮಗೆ ದಾರಿದೀಪ.: [1187, 129, 1494, 232]
workshop-headline-black: ಇಂಜಿನಿಯರಿಂಗ್, ವೈದ್ಯಕೀಯ, ಔಷಧ ತಂತ್ರಜ್ಞಾನ,: [115, 956, 666, 996]
justice-column-1: [770, 1078, 967, 1679]
masthead-rule: [0, 102, 1512, 108]
article-paragraph: *ಬದುಕಿನಲ್ಲಿ ಒಂದು ಗುರಿ, ಆ ಗುರಿ ತಲುಪಲು ಮಾರ್ಗದರ್ಶನ ನೀಡಲು ಒಂದು ಒಳ್ಳೆಯ ಗುರು ಸಿಕ್ಕರೆ ಯಶಸ್ಸು ಎಂಬುವುದು ಕಷ್ಟವಾಗುವುದಿಲ್ಲ.: [913, 371, 1175, 430]
headline-close-quote: ": [698, 137, 719, 186]
article-paragraph: ಒಟ್ಟಾರೆಯಾಗಿ “ಒಂದು ಕಲ್ಲು ಸುಂದರವಾದ ಮೂರ್ತಿಯಾಗಿ ಮಾರ್ಪಾಡು ಮಾಡಲು ಅದರ ಹಿಂದೆ ಒಬ್ಬ ಅತ್ಯುತ್ತಮ ಶಿಲ್ಪಿ ಇದ್ದೆ ಇರುತ್ತಾರೆ”. ಅದರಂತೆಯೇ ಒಬ್ಬ ವಿದ್ಯಾರ್ಥಿಯ ಸಾಧನೆಯ ಬೆನ್ನ ಹಿಂದೆ ಶಿಕ್ಷಕರು ಅಥವಾ ಗುರು ಎಂಬ ಶಿಲ್ಪಿ ಇದ್ದೆ ಇರುತ್ತಾನೆ. ಶಿಕ್ಷಕರು ವಿದ್ಯಾರ್ಥಿಯನ್ನು ಒಳ್ಳೆಯ ವ್ಯಕ್ತಿಯನ್ನಾಗಿ ರೂಪಿಸುತ್ತವ ಶಿಲ್ಪಿ ಎಂದರೆ ತಪ್ಪಾಗಲಾರದು. ವಿದ್ಯಾರ್ಥಿಯ ಜೀವನದಲ್ಲಿ ಹಲವಾರು ರೀತಿಯಲ್ಲಿ ಮಹತ್ತರ ಪಾತ್ರ ವಹಿಸುವ ಶಿಕ್ಷಕರಿಗೆ ಕೃತಘ್ನನಾಗಿರದೆ ಕೃತಜ್ಞನಾಗಿರಬೇಕು. ಪ್ರತಿಯೊಬ್ಬ ವಿದ್ಯಾರ್ಥಿಯನ್ನು ಅಜ್ಞಾನದಿಂದ ಸುಜ್ಞಾನದ ಕಡೆಗೆ ಕೊಂಡೊಯ್ಯುವಲ್ಲಿ ಶಿಕ್ಷಕರ ಪಾತ್ರವು ಮಹತ್ವ ಪೂರ್ಣವಾದುದು.ಡಾ ಎ.ಪಿ.ಜೆ ಅಬ್ದುಲ್ ಕಲಾಂರವರ “ವಿದ್ಯಾರ್ಥಿಗಳ ಬಾಳ ಹೊಂಬೆಳಕು ಶಿಕ್ಷಕರು” ಎಂದರೆ ತಪ್ಪಾಗಲಾರದು.: [1187, 243, 1494, 477]
workshop-column-1: [48, 1088, 274, 1679]
article-paragraph: ಶಿರಾ: ಇತ್ತೀಚಿನ ದಿನಗಳಲ್ಲಿ ಅಪ್ರಾಪ್ತ ಹೆಣ್ಣು ಮಕ್ಕಳ ಮೇಲೆ ಲೈಂಗಿಕ ದೌರ್ಜನ್ಯ, ಹತ್ಯಾಚಾರದಂತಹ ಪ್ರಕರಣಗಳು ಹೆಚ್ಚುತ್ತಿದ್ದು ಇವುಗಳನ್ನು ತಡೆಗಟ್ಟಲು ಸಮಾಜದ ಎಲ್ಲರೂ ಕೈಜೋಡಿಸಬೇಕು ಎಂದು ಹಿರಿಯ ಸಿವಿಲ್ ನ್ಯಾಯಾಧೀಶರಾದ ಗೀತಾಂಜಲಿ ಹೇಳಿದರು.: [770, 1081, 967, 1206]
masthead-rni: RNI: KARKAN/2013/51795: [689, 74, 931, 96]
article-paragraph: *ವಿದ್ಯಾರ್ಥಿಗಳ ಭವಿಷ್ಯದ ಬಗ್ಗೆ ಸದಾ ಚಿಂತಿಸುವ, ತಮ್ಮ ವಿದ್ಯಾರ್ಥಿಗಳ ಸಾಧನೆ ನೋಡಿ ನಮ್ಮ ಮಕ್ಕಳೇ ಸಾಧನೆ ಮಾಡಿದಷ್ಟು ಖುಷಿ ಪಡುವವರೇ ಗುರುಗಳು.: [913, 299, 1175, 359]
article-paragraph: *ಶಿಕ್ಷಕರು ವಿದ್ಯಾರ್ಥಿಗಳನ್ನು ನದಿ ದಾಟಿಸುವ ನಾಯಕರು ಹೌದು. *ವಿದ್ಯಾರ್ಥಿಗಳಿಗೆ ತಮ್ಮ ಭವಿಷ್ಯದ ಬಗ್ಗೆ ಗುರಿ ಕಟ್ಟಿ ಕೊಡುವವರು ಗುರುಗಳು.: [913, 733, 1175, 792]
article-paragraph: ದೌರ್ಜನ್ಯಕ್ಕೆ ಒಳಗಾದ ಮಕ್ಕಳು ಯಾವುದೇ ಭಯವಿಲ್ಲದೆ ದೂರು ನೀಡಬೇಕು. ಸಂತ್ರಸ್ತರಿಗೆ ನ್ಯಾಯ ಒದಗಿಸಲು ಕಾನೂನು ಸೇವಾ ಸಮಿತಿ ಸದಾ ಸಿದ್ಧವಿದೆ ಎಂದರು.: [983, 1347, 1227, 1408]
workshop-column-2: [294, 1280, 516, 1679]
article-paragraph: ಹಲವಾರು ವರ್ಷಗಳಿಂದ ಬಾಕಿ ಉಳಿದಿದ್ದ ರೈಲ್ವೆ ಮೇಲ್ಸೇತುವೆ ನಿರ್ಮಾಣಕ್ಕೆ ಅನುಮೋದನೆ ನೀಡಿದ ಬೆನ್ನಲ್ಲೇ ದೇಶದ ಪ್ರತಿಷ್ಠಿತ ವಂದೇ ಭಾರತ್ ರೈಲಿಗೆ ತುಮಕೂರಿನಲ್ಲಿ ನಿಲುಗಡೆ ಕಲ್ಪಿಸಿಕೊಟ್ಟಿದ್ದಾರೆ. ಇದರೊಂದಿಗೆ ವೇದಿಕೆಯ ಬಹುದಿನಗಳ ಬೇಡಿಕೆಯಾಗಿದ್ದ ತುಮಕೂರು ಬೆಂಗಳೂರು ಮಧ್ಯೆ ಹೊಸ ಮೆಮು ಸಂಚಾರಕ್ಕೆ ರೈಲ್ವೆ ಇಲಾಖೆಯಿಂದ ಅನುಮೋದನೆ ಪಡೆಯುವಲ್ಲಿ ಯಶಸ್ವಿಯಾಗಿದ್ದು ತುಮಕೂರು ಜನತೆಗೆ ಮತ್ತೊಂದು ಕೊಡುಗೆ ನೀಡಿದ್ದಾರೆ.: [936, 1901, 1184, 2091]
masthead-emblem-icon: [133, 75, 155, 97]
article-paragraph: ತಾಲ್ಲೂಕು ಕಾನೂನು ಸೇವಾ ಸಮಿತಿ, ಪೊಲೀಸ್ ಇಲಾಖೆ ಹಾಗೂ ಮಹಿಳಾ ಮತ್ತು ಮಕ್ಕಳ ಅಭಿವೃದ್ಧಿ ಇಲಾಖೆ ವತಿಯಿಂದ ನಡೆದ ಜಾಗೃತಿ ಜಾಥಾ ಕಾರ್ಯಕ್ರಮದಲ್ಲಿ ಮಾತನಾಡಿದ ಅವರು, ಸಮಾಜದ ವಿವಿಧ ಕಡೆಗಳಲ್ಲಿ ಹೆಣ್ಣು ಮಕ್ಕಳ ಮೇಲೆ ನಡೆಯುವ ದೌರ್ಜನ್ಯಗಳು ಹೆಚ್ಚುತ್ತಿರುವುದು ಕಂಡುಬರುತ್ತಿದ್ದು ಇಂತಹ ಹತ್ಯಾಚಾರದಂತಹ ಪ್ರಕರಣಗಳು ಕೊನೆಗಾಣಬೇಕು. ದೌರ್ಜನ್ಯಕ್ಕೆ: [770, 1217, 967, 1408]
radhakrishnan-portrait-photo: [312, 319, 674, 726]
fertilizer-headline: ರೈತರಿಗೆ ರಸಗೊಬ್ಬರ ಸಮಸ್ಯೆ ಬರದಂತೆ ಎಚ್ಚರಿಕೆ ವಹಿಸಿ: [26, 1688, 741, 1737]
justice-headline-red: ಹೆಣ್ಣು ಮಕ್ಕಳ ಮೇಲಿನ ಲೈಂಗಿಕ ದೌರ್ಜನ್ಯ ತಡೆಗಟ್ಟಲು: [841, 956, 1424, 996]
article-paragraph: ಅಂತಹ ಮೋಸಗಾರರ ಲೈಸನ್ಸ್‌ಗಳನ್ನು ರದ್ದುಪಡಿಸಿ ಅವರ ಮೇಲೆ ಶಿಸ್ತು ಕ್ರಮ ಜರುಗಿಸಬೇಕು ಎಂದು ಕಾರ್ಯದರ್ಶಿ ನ್ಯಾಮೇಗೌಡರಿಗೆ ತಿಳಿಸಿದರು.: [264, 1969, 482, 2029]
masthead: [32, 69, 243, 102]
article-paragraph: ಶಿಕ್ಷಕರೆಂದರೆ ಸಮಾಜದ ಪ್ರತಿಬಿಂಬ:: [941, 198, 1146, 220]
masthead-logo: [32, 69, 243, 102]
article-paragraph: ಶಿಶು ಮತ್ತು ಮಕ್ಕಳ ಇಲಾಖೆಯಲ್ಲಿ ಮೇಲ್ವಿಚಾರಕರು ಸರಿಯಾಗಿ ಕರ್ತವ್ಯ ಲೋಪ ಮಾಡುತ್ತಿರುವ ಬಗ್ಗೆ ಪ್ರಶ್ನಿಸಿ ತಾ ಪಂ ಇಒ ನ್ಯಾಗೇನಹಳ್ಳಿ, ನೂರುವಿನಕೆರೆ: [501, 2242, 721, 2324]
train-column-1: [936, 1806, 1184, 2402]
section-divider-rule: [21, 946, 1491, 950]
article-paragraph: ಡಾ.ರಾಧಾಕೃಷ್ಣರವರು ಭಾರತದ ಅಗ್ರಗಣ್ಯ ಒಬ್ಬ ಶ್ರೇಷ್ಠ: [30, 866, 261, 883]
article-paragraph: ಏಳು ಜಿಲ್ಲೆಗಳ ರೈತರಿಗೆ ತಿಪಟೂರು ಎಪಿಎಮ್‌ಸಿ ಮಾರುಕಟ್ಟೆಯು ಜೀವಾಳವಾಗಿದ್ದು, ಹಿರಿಯರು ಮಾಡಿರುವ ಕಾರ್ಯವನ್ನು ನಾವುಗಳು ಉಳಿಸಬೇಕಾಗಿದೆ.: [264, 2040, 482, 2122]
